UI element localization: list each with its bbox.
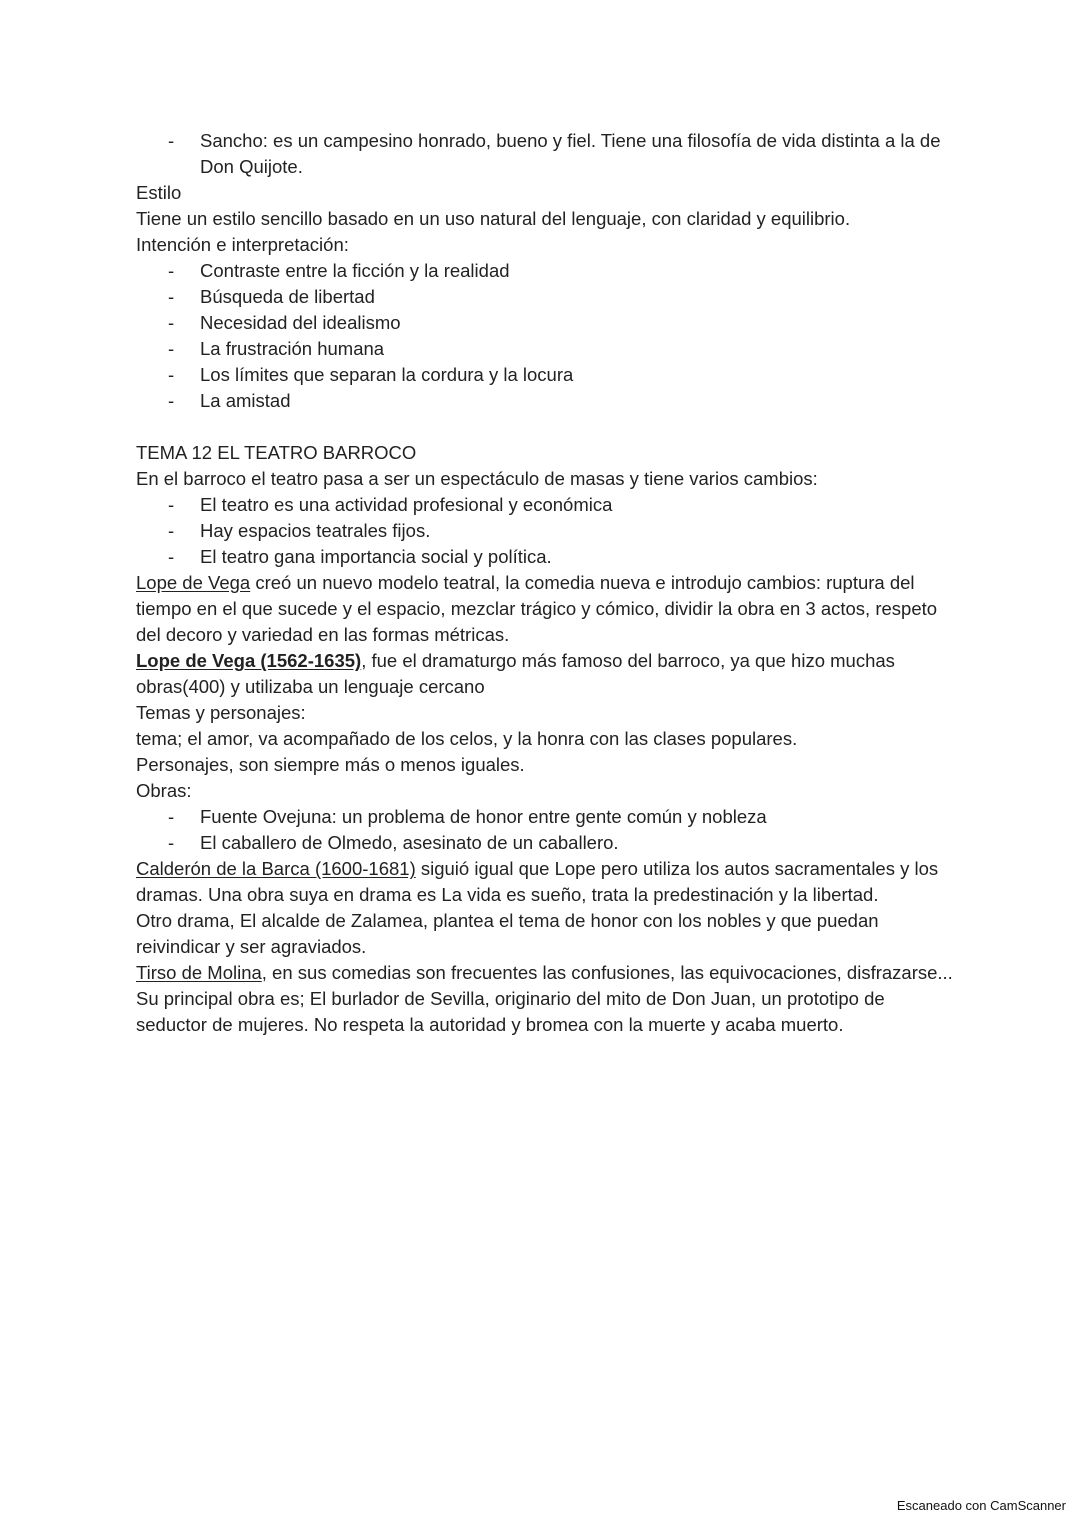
paragraph-gap [136, 414, 956, 440]
list-item-text: La frustración humana [200, 338, 385, 359]
bullet-dash: - [168, 546, 175, 567]
paragraph-text: , fue el dramaturgo más famoso del barroco, ya que hizo muchas obras(400) y utilizaba un lenguaje cercano [136, 650, 895, 697]
bullet-dash: - [168, 338, 175, 359]
list-item [136, 804, 956, 830]
scanner-watermark: Escaneado con CamScanner [896, 1498, 1066, 1513]
intencion-heading: Intención e interpretación: [136, 234, 349, 255]
lope-paragraph-1 [136, 570, 956, 648]
list-item-text: Fuente Ovejuna: un problema de honor entre gente común y nobleza [200, 806, 767, 827]
list-item-text: La amistad [200, 390, 291, 411]
temas-heading: Temas y personajes: [136, 702, 306, 723]
bullet-dash: - [168, 520, 175, 541]
bullet-dash: - [168, 312, 175, 333]
list-item [136, 830, 956, 856]
bullet-dash: - [168, 286, 175, 307]
list-item [136, 284, 956, 310]
paragraph-text: creó un nuevo modelo teatral, la comedia nueva e introdujo cambios: ruptura del tiempo en el que sucede y el espacio, mezclar trágico y cómico, dividir la obra en 3 actos, respeto del decoro y variedad en las formas métricas. [136, 572, 938, 645]
list-item-text: El teatro gana importancia social y política. [200, 546, 552, 567]
list-item-text: Hay espacios teatrales fijos. [200, 520, 431, 541]
list-item-text: Necesidad del idealismo [200, 312, 401, 333]
list-item [136, 518, 956, 544]
tirso-paragraph [136, 960, 956, 986]
list-item-sancho [136, 128, 956, 180]
section-title: TEMA 12 EL TEATRO BARROCO [136, 442, 417, 463]
document-page [136, 128, 956, 1038]
estilo-heading: Estilo [136, 182, 182, 203]
paragraph-text: siguió igual que Lope pero utiliza los autos sacramentales y los dramas. Una obra suya en drama es La vida es sueño, trata la predestinación y la libertad. [136, 858, 939, 905]
bullet-dash: - [168, 130, 175, 151]
author-name-calderon: Calderón de la Barca (1600-1681) [136, 858, 416, 879]
list-item [136, 310, 956, 336]
bullet-dash: - [168, 806, 175, 827]
list-item-text: Sancho: es un campesino honrado, bueno y fiel. Tiene una filosofía de vida distinta a la de Don Quijote. [200, 130, 941, 177]
list-item [136, 258, 956, 284]
list-item [136, 492, 956, 518]
bullet-dash: - [168, 364, 175, 385]
list-item-text: Contraste entre la ficción y la realidad [200, 260, 510, 281]
list-item [136, 388, 956, 414]
bullet-dash: - [168, 494, 175, 515]
personajes-line: Personajes, son siempre más o menos iguales. [136, 754, 525, 775]
lope-paragraph-2 [136, 648, 956, 700]
calderon-paragraph [136, 856, 956, 908]
author-name-tirso: Tirso de Molina [136, 962, 262, 983]
author-name-lope: Lope de Vega [136, 572, 251, 593]
estilo-paragraph: Tiene un estilo sencillo basado en un uso natural del lenguaje, con claridad y equilibrio. [136, 208, 851, 229]
list-item-text: El caballero de Olmedo, asesinato de un caballero. [200, 832, 619, 853]
list-item-text: Los límites que separan la cordura y la locura [200, 364, 574, 385]
list-item [136, 362, 956, 388]
burlador-paragraph: Su principal obra es; El burlador de Sevilla, originario del mito de Don Juan, un prototipo de seductor de mujeres. No respeta la autoridad y bromea con la muerte y acaba muerto. [136, 988, 885, 1035]
list-item [136, 544, 956, 570]
bullet-dash: - [168, 832, 175, 853]
tema-line: tema; el amor, va acompañado de los celos, y la honra con las clases populares. [136, 728, 798, 749]
author-name-lope-dates: Lope de Vega (1562-1635) [136, 650, 362, 671]
list-item [136, 336, 956, 362]
list-item-text: Búsqueda de libertad [200, 286, 375, 307]
intro-paragraph: En el barroco el teatro pasa a ser un espectáculo de masas y tiene varios cambios: [136, 468, 818, 489]
bullet-dash: - [168, 390, 175, 411]
paragraph-text: , en sus comedias son frecuentes las confusiones, las equivocaciones, disfrazarse... [261, 962, 953, 983]
obras-heading: Obras: [136, 780, 192, 801]
bullet-dash: - [168, 260, 175, 281]
list-item-text: El teatro es una actividad profesional y económica [200, 494, 613, 515]
alcalde-paragraph: Otro drama, El alcalde de Zalamea, plantea el tema de honor con los nobles y que puedan reivindicar y ser agraviados. [136, 910, 879, 957]
